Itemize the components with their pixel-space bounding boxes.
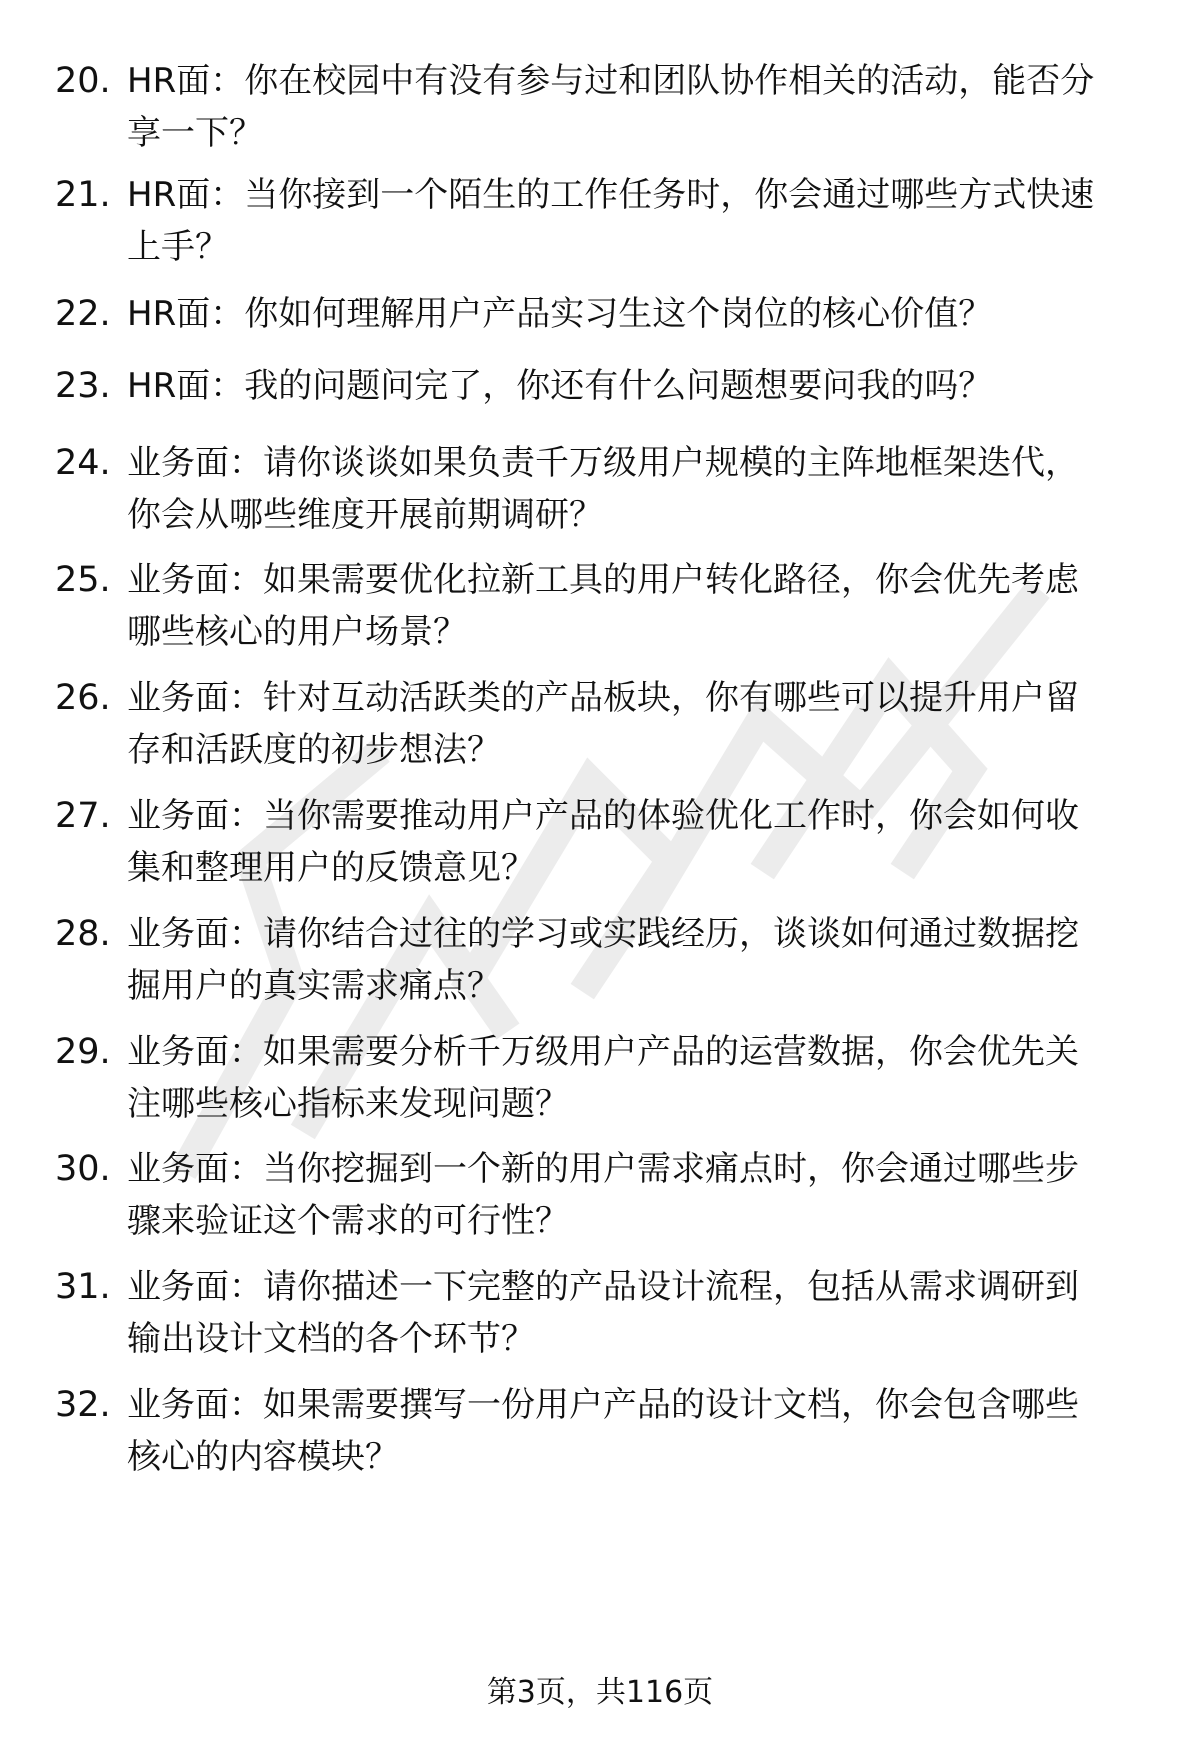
question-number: 24. xyxy=(55,443,111,483)
question-text xyxy=(127,1261,1200,1365)
question-line: 业务面：针对互动活跃类的产品板块，你有哪些可以提升用户留 xyxy=(127,678,1079,718)
question-number: 21. xyxy=(55,175,111,215)
question-text xyxy=(127,288,1200,340)
question-text xyxy=(127,790,1200,894)
question-text xyxy=(127,360,1200,412)
question-text xyxy=(127,554,1200,658)
question-line: 存和活跃度的初步想法？ xyxy=(127,730,501,770)
question-number: 25. xyxy=(55,560,111,600)
question-number: 31. xyxy=(55,1267,111,1307)
question-line: HR面：你如何理解用户产品实习生这个岗位的核心价值？ xyxy=(127,294,993,334)
page-footer: 第3页，共116页 xyxy=(486,1675,714,1710)
question-line: 业务面：如果需要分析千万级用户产品的运营数据，你会优先关 xyxy=(127,1032,1079,1072)
question-number: 23. xyxy=(55,366,111,406)
question-number: 26. xyxy=(55,678,111,718)
question-text xyxy=(127,437,1200,541)
question-line: 集和整理用户的反馈意见？ xyxy=(127,848,535,888)
question-line: HR面：我的问题问完了，你还有什么问题想要问我的吗？ xyxy=(127,366,993,406)
question-line: 上手？ xyxy=(127,227,229,267)
question-number: 32. xyxy=(55,1385,111,1425)
question-line: 业务面：当你需要推动用户产品的体验优化工作时，你会如何收 xyxy=(127,796,1079,836)
question-text xyxy=(127,1379,1200,1483)
question-text xyxy=(127,908,1200,1012)
question-line: 业务面：请你谈谈如果负责千万级用户规模的主阵地框架迭代， xyxy=(127,443,1079,483)
question-line: 业务面：如果需要撰写一份用户产品的设计文档，你会包含哪些 xyxy=(127,1385,1079,1425)
question-line: 享一下？ xyxy=(127,113,263,153)
question-line: HR面：你在校园中有没有参与过和团队协作相关的活动，能否分 xyxy=(127,61,1095,101)
question-number: 28. xyxy=(55,914,111,954)
question-line: 业务面：如果需要优化拉新工具的用户转化路径，你会优先考虑 xyxy=(127,560,1079,600)
question-text xyxy=(127,1143,1200,1247)
question-line: 注哪些核心指标来发现问题？ xyxy=(127,1084,569,1124)
question-number: 20. xyxy=(55,61,111,101)
question-text xyxy=(127,169,1200,273)
question-number: 30. xyxy=(55,1149,111,1189)
question-number: 27. xyxy=(55,796,111,836)
question-text xyxy=(127,55,1200,159)
question-line: 骤来验证这个需求的可行性？ xyxy=(127,1201,569,1241)
question-number: 29. xyxy=(55,1032,111,1072)
question-line: 业务面：请你描述一下完整的产品设计流程，包括从需求调研到 xyxy=(127,1267,1079,1307)
question-line: 你会从哪些维度开展前期调研？ xyxy=(127,495,603,535)
question-line: 哪些核心的用户场景？ xyxy=(127,612,467,652)
question-line: 业务面：当你挖掘到一个新的用户需求痛点时，你会通过哪些步 xyxy=(127,1149,1079,1189)
question-line: 核心的内容模块？ xyxy=(127,1437,399,1477)
question-line: HR面：当你接到一个陌生的工作任务时，你会通过哪些方式快速 xyxy=(127,175,1095,215)
question-line: 输出设计文档的各个环节？ xyxy=(127,1319,535,1359)
question-text xyxy=(127,672,1200,776)
question-number: 22. xyxy=(55,294,111,334)
question-text xyxy=(127,1026,1200,1130)
question-line: 掘用户的真实需求痛点？ xyxy=(127,966,501,1006)
question-line: 业务面：请你结合过往的学习或实践经历，谈谈如何通过数据挖 xyxy=(127,914,1079,954)
